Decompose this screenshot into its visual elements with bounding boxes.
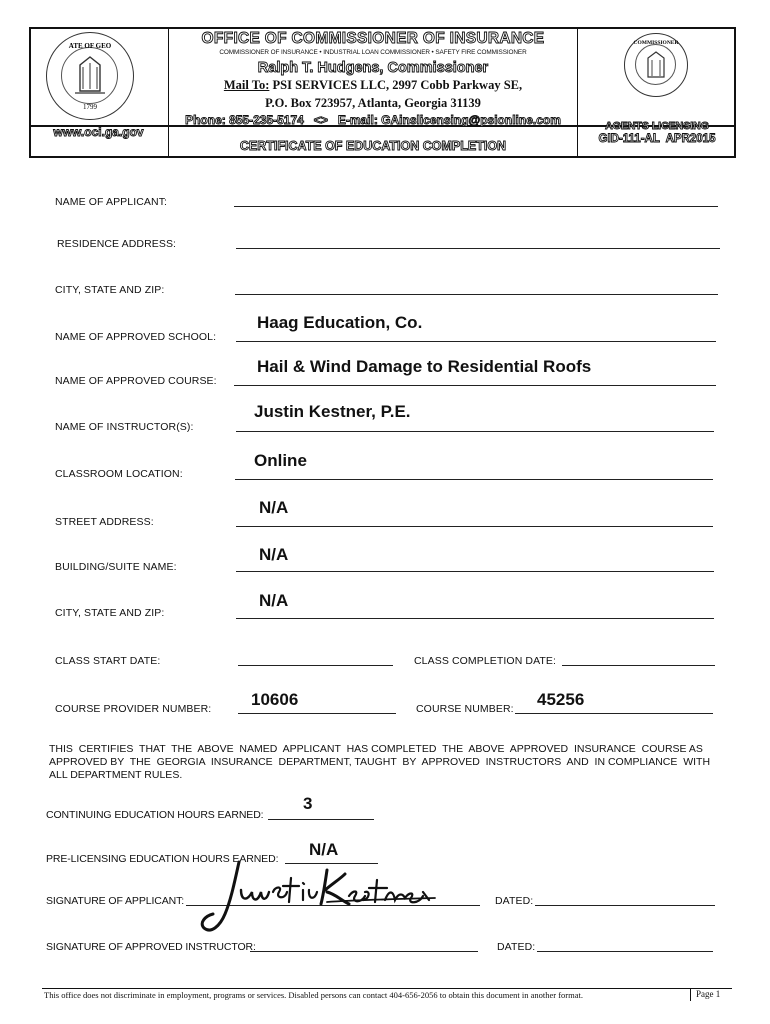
dated-field-1[interactable] — [535, 905, 715, 906]
street-field[interactable] — [236, 526, 713, 527]
school-value: Haag Education, Co. — [257, 313, 423, 332]
certificate-title: CERTIFICATE OF EDUCATION COMPLETION — [239, 139, 507, 153]
course-number-label: COURSE NUMBER: — [416, 703, 514, 715]
course-value: Hail & Wind Damage to Residential Roofs — [257, 357, 592, 376]
classroom-field[interactable] — [235, 479, 713, 480]
mail-to-line — [168, 78, 578, 93]
classroom-value: Online — [254, 451, 307, 470]
svg-text:COMMISSIONER: COMMISSIONER — [633, 40, 679, 46]
dated-field-2[interactable] — [537, 951, 713, 952]
course-field[interactable] — [234, 385, 716, 386]
city-state-zip-field-2[interactable] — [236, 618, 714, 619]
footer-notice: This office does not discriminate in employment, programs or services. Disabled persons can contact 404-656-2056 to obtain this document in another format. — [44, 990, 583, 1000]
city-value: N/A — [259, 591, 289, 610]
provider-field[interactable] — [238, 713, 396, 714]
footer-separator — [690, 989, 691, 1001]
instructor-signature-field[interactable] — [250, 951, 478, 952]
mail-to-address: PSI SERVICES LLC, 2997 Cobb Parkway SE, — [272, 78, 523, 92]
po-box: P.O. Box 723957, Atlanta, Georgia 31139 — [265, 96, 481, 110]
name-applicant-label: NAME OF APPLICANT: — [55, 196, 168, 208]
ce-hours-label: CONTINUING EDUCATION HOURS EARNED: — [46, 809, 264, 821]
building-field[interactable] — [236, 571, 714, 572]
certification-statement: THIS CERTIFIES THAT THE ABOVE NAMED APPLICANT HAS COMPLETED THE ABOVE APPROVED INSURANCE COURSE AS APPROVED BY THE GEORGIA INSURANCE DEPARTMENT, TAUGHT BY APPROVED INSTRUCTORS AND IN COMPLIANCE WITH ALL DEPARTMENT RULES. — [49, 743, 713, 781]
residence-address-field[interactable] — [236, 248, 720, 249]
city-state-zip-label-2: CITY, STATE AND ZIP: — [55, 607, 165, 619]
name-applicant-field[interactable] — [234, 206, 718, 207]
school-label: NAME OF APPROVED SCHOOL: — [55, 331, 217, 343]
commissioner-name: Ralph T. Hudgens, Commissioner — [257, 60, 489, 76]
office-subtitle: COMMISSIONER OF INSURANCE • INDUSTRIAL LOAN COMMISSIONER • SAFETY FIRE COMMISSIONER — [219, 49, 527, 56]
mail-to-label: Mail To: — [223, 78, 270, 92]
svg-text:1799: 1799 — [83, 103, 97, 111]
contact-line: Phone: 855-235-5174 <> E-mail: GAinslicensing@psionline.com — [185, 113, 561, 127]
building-label: BUILDING/SUITE NAME: — [55, 561, 177, 573]
page-number: Page 1 — [696, 989, 721, 999]
provider-value: 10606 — [251, 690, 299, 709]
dated-label-1: DATED: — [495, 895, 534, 907]
city-state-zip-field-1[interactable] — [235, 294, 718, 295]
pre-hours-value: N/A — [309, 840, 339, 859]
instructor-field[interactable] — [236, 431, 714, 432]
dated-label-2: DATED: — [497, 941, 536, 953]
website-link[interactable]: www.oci.ga.gov — [53, 125, 144, 139]
street-value: N/A — [259, 498, 289, 517]
ce-hours-value: 3 — [303, 794, 313, 813]
state-seal-right — [624, 33, 688, 97]
class-start-label: CLASS START DATE: — [55, 655, 161, 667]
office-title: OFFICE OF COMMISSIONER OF INSURANCE — [201, 30, 545, 47]
classroom-label: CLASSROOM LOCATION: — [55, 468, 183, 480]
residence-address-label: RESIDENCE ADDRESS: — [57, 238, 177, 250]
pre-hours-label: PRE-LICENSING EDUCATION HOURS EARNED: — [46, 853, 279, 865]
agents-licensing: AGENTS LICENSING — [605, 120, 709, 132]
school-field[interactable] — [236, 341, 716, 342]
svg-text:ATE OF GEO: ATE OF GEO — [68, 42, 112, 50]
course-label: NAME OF APPROVED COURSE: — [55, 375, 217, 387]
provider-label: COURSE PROVIDER NUMBER: — [55, 703, 212, 715]
course-number-value: 45256 — [537, 690, 585, 709]
course-number-field[interactable] — [515, 713, 713, 714]
class-completion-label: CLASS COMPLETION DATE: — [414, 655, 557, 667]
applicant-signature-image — [195, 856, 445, 938]
ce-hours-field[interactable] — [268, 819, 374, 820]
class-start-field[interactable] — [238, 665, 393, 666]
applicant-signature-label: SIGNATURE OF APPLICANT: — [46, 895, 185, 907]
instructor-label: NAME OF INSTRUCTOR(S): — [55, 421, 194, 433]
class-completion-field[interactable] — [562, 665, 715, 666]
instructor-value: Justin Kestner, P.E. — [254, 402, 411, 421]
footer-rule — [42, 988, 732, 989]
street-label: STREET ADDRESS: — [55, 516, 154, 528]
state-seal-left — [46, 32, 134, 120]
instructor-signature-label: SIGNATURE OF APPROVED INSTRUCTOR: — [46, 941, 256, 953]
form-code: GID-111-AL APR2015 — [598, 133, 716, 145]
building-value: N/A — [259, 545, 289, 564]
city-state-zip-label-1: CITY, STATE AND ZIP: — [55, 284, 165, 296]
